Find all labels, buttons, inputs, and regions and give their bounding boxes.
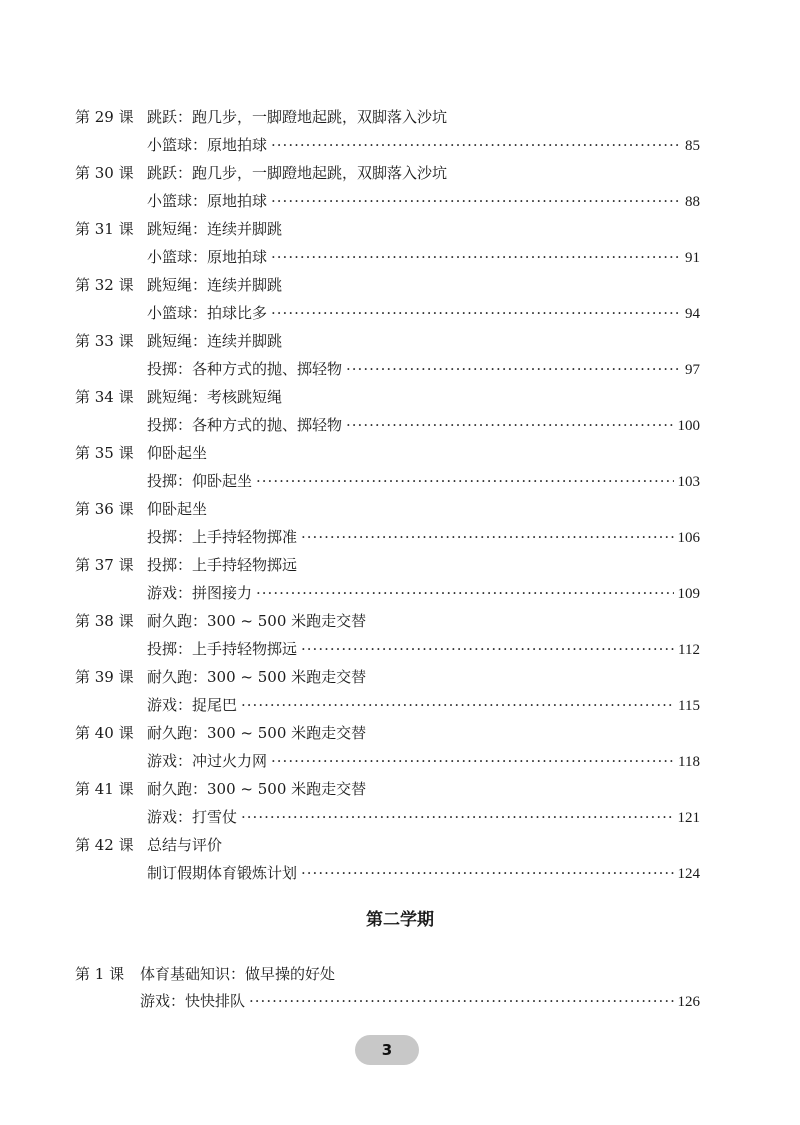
toc-lesson-row: [0, 777, 800, 801]
lesson-title: 投掷：上手持轻物掷远: [147, 556, 298, 574]
lesson-title: 仰卧起坐: [147, 444, 208, 462]
entry-text: 小篮球：原地拍球: [147, 248, 268, 266]
lesson-number: 第 41 课: [75, 780, 134, 798]
toc-entry[interactable]: [147, 861, 700, 886]
leader-dots: [271, 301, 681, 325]
toc-entry[interactable]: [147, 749, 700, 774]
lesson-title: 跳跃：跑几步，一脚蹬地起跳，双脚落入沙坑: [147, 164, 448, 182]
toc-entry[interactable]: [147, 301, 700, 326]
entry-text: 游戏：捉尾巴: [147, 696, 238, 714]
entry-page-number: 118: [678, 754, 700, 770]
toc-lesson-row: [0, 553, 800, 577]
lesson-title: 跳短绳：考核跳短绳: [147, 388, 283, 406]
lesson-title: 跳跃：跑几步，一脚蹬地起跳，双脚落入沙坑: [147, 108, 448, 126]
toc-entry[interactable]: [147, 133, 700, 158]
toc-lesson-row: [0, 217, 800, 241]
entry-text: 游戏：拼图接力: [147, 584, 253, 602]
toc-lesson-row: [0, 385, 800, 409]
lesson-title: 耐久跑：300 ~ 500 米跑走交替: [147, 612, 367, 630]
entry-page-number: 124: [677, 866, 700, 882]
toc-entry[interactable]: [147, 637, 700, 662]
entry-page-number: 85: [685, 138, 700, 154]
toc-entry-row[interactable]: [0, 637, 800, 661]
toc-entry[interactable]: [140, 989, 700, 1014]
toc-entry[interactable]: [147, 469, 700, 494]
toc-entry-row[interactable]: [0, 245, 800, 269]
leader-dots: [256, 581, 673, 605]
entry-page-number: 91: [685, 250, 700, 266]
lesson-title: 体育基础知识：做早操的好处: [140, 965, 336, 983]
entry-page-number: 121: [677, 810, 700, 826]
toc-entry-row[interactable]: [0, 989, 800, 1013]
entry-page-number: 109: [677, 586, 700, 602]
toc-entry[interactable]: [147, 805, 700, 830]
entry-text: 小篮球：原地拍球: [147, 192, 268, 210]
entry-text: 小篮球：原地拍球: [147, 136, 268, 154]
toc-lesson-row: [0, 962, 800, 986]
leader-dots: [241, 693, 674, 717]
lesson-number: 第 42 课: [75, 836, 134, 854]
leader-dots: [241, 805, 673, 829]
toc-lesson-row: [0, 329, 800, 353]
entry-text: 小篮球：拍球比多: [147, 304, 268, 322]
lesson-title: 耐久跑：300 ~ 500 米跑走交替: [147, 724, 367, 742]
entry-text: 投掷：上手持轻物掷准: [147, 528, 298, 546]
leader-dots: [256, 469, 673, 493]
toc-entry-row[interactable]: [0, 805, 800, 829]
lesson-title: 耐久跑：300 ~ 500 米跑走交替: [147, 668, 367, 686]
toc-entry-row[interactable]: [0, 525, 800, 549]
lesson-number: 第 34 课: [75, 388, 134, 406]
entry-page-number: 106: [677, 530, 700, 546]
entry-text: 投掷：各种方式的抛、掷轻物: [147, 416, 343, 434]
toc-entry[interactable]: [147, 189, 700, 214]
lesson-title: 跳短绳：连续并脚跳: [147, 332, 283, 350]
leader-dots: [346, 413, 673, 437]
toc-lesson-row: [0, 273, 800, 297]
lesson-number: 第 29 课: [75, 108, 134, 126]
entry-text: 投掷：上手持轻物掷远: [147, 640, 298, 658]
toc-lesson-row: [0, 441, 800, 465]
lesson-number: 第 38 课: [75, 612, 134, 630]
entry-text: 游戏：冲过火力网: [147, 752, 268, 770]
leader-dots: [271, 749, 674, 773]
entry-page-number: 126: [677, 994, 700, 1010]
toc-entry-row[interactable]: [0, 189, 800, 213]
lesson-number: 第 37 课: [75, 556, 134, 574]
lesson-title: 跳短绳：连续并脚跳: [147, 276, 283, 294]
toc-entry[interactable]: [147, 245, 700, 270]
entry-text: 游戏：快快排队: [140, 992, 246, 1010]
toc-entry[interactable]: [147, 413, 700, 438]
toc-lesson-row: [0, 665, 800, 689]
toc-entry-row[interactable]: [0, 301, 800, 325]
toc-entry-row[interactable]: [0, 133, 800, 157]
lesson-number: 第 35 课: [75, 444, 134, 462]
leader-dots: [271, 189, 681, 213]
toc-lesson-row: [0, 721, 800, 745]
entry-page-number: 115: [678, 698, 700, 714]
entry-page-number: 103: [677, 474, 700, 490]
toc-entry-row[interactable]: [0, 469, 800, 493]
lesson-number: 第 36 课: [75, 500, 134, 518]
entry-page-number: 88: [685, 194, 700, 210]
lesson-title: 跳短绳：连续并脚跳: [147, 220, 283, 238]
lesson-number: 第 32 课: [75, 276, 134, 294]
entry-page-number: 112: [678, 642, 700, 658]
toc-lesson-row: [0, 161, 800, 185]
toc-entry-row[interactable]: [0, 749, 800, 773]
entry-text: 制订假期体育锻炼计划: [147, 864, 298, 882]
lesson-number: 第 30 课: [75, 164, 134, 182]
toc-lesson-row: [0, 609, 800, 633]
toc-lesson-row: [0, 497, 800, 521]
leader-dots: [301, 525, 673, 549]
toc-entry[interactable]: [147, 581, 700, 606]
entry-page-number: 97: [685, 362, 700, 378]
lesson-number: 第 31 课: [75, 220, 134, 238]
lesson-title: 耐久跑：300 ~ 500 米跑走交替: [147, 780, 367, 798]
toc-entry[interactable]: [147, 525, 700, 550]
toc-entry-row[interactable]: [0, 357, 800, 381]
lesson-title: 总结与评价: [147, 836, 223, 854]
entry-text: 投掷：仰卧起坐: [147, 472, 253, 490]
toc-entry-row[interactable]: [0, 413, 800, 437]
section-heading: 第二学期: [366, 910, 434, 930]
entry-page-number: 100: [677, 418, 700, 434]
leader-dots: [301, 637, 674, 661]
toc-lesson-row: [0, 833, 800, 857]
entry-page-number: 94: [685, 306, 700, 322]
entry-text: 投掷：各种方式的抛、掷轻物: [147, 360, 343, 378]
toc-entry[interactable]: [147, 693, 700, 718]
lesson-number: 第 39 课: [75, 668, 134, 686]
toc-lesson-row: [0, 105, 800, 129]
toc-entry-row[interactable]: [0, 693, 800, 717]
leader-dots: [301, 861, 673, 885]
leader-dots: [346, 357, 681, 381]
leader-dots: [271, 245, 681, 269]
toc-entry-row[interactable]: [0, 861, 800, 885]
lesson-title: 仰卧起坐: [147, 500, 208, 518]
leader-dots: [271, 133, 681, 157]
entry-text: 游戏：打雪仗: [147, 808, 238, 826]
lesson-number: 第 40 课: [75, 724, 134, 742]
toc-entry[interactable]: [147, 357, 700, 382]
leader-dots: [249, 989, 673, 1013]
toc-entry-row[interactable]: [0, 581, 800, 605]
lesson-number: 第 1 课: [75, 965, 125, 983]
lesson-number: 第 33 课: [75, 332, 134, 350]
page-number-badge: 3: [355, 1035, 419, 1065]
